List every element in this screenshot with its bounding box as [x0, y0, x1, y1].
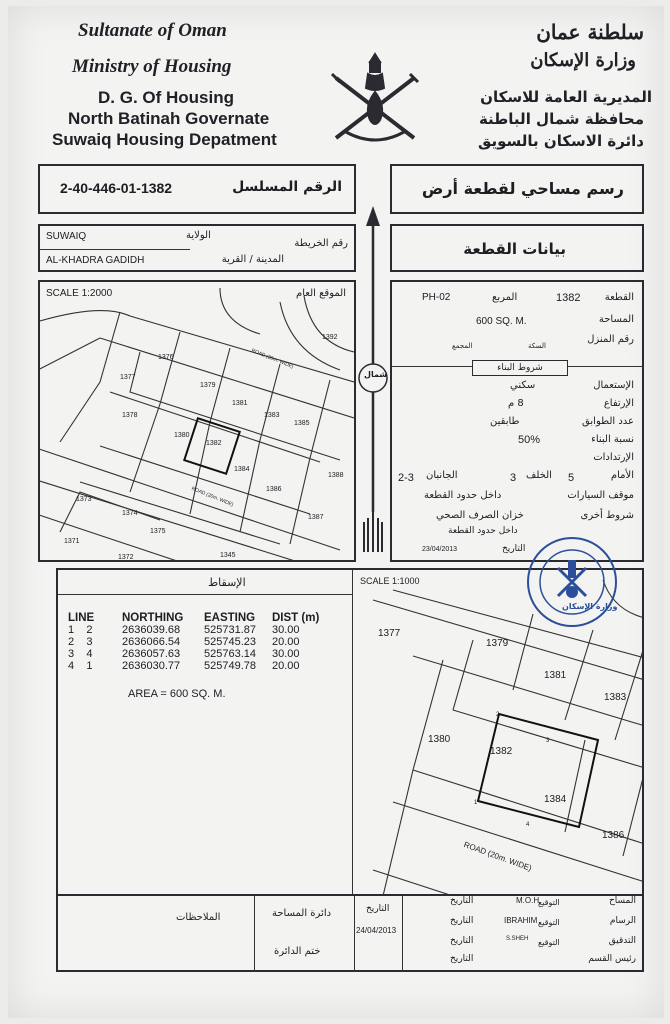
head-label: رئيس القسم	[588, 954, 636, 964]
checker-name: S.SHEH	[506, 936, 529, 942]
table-row	[68, 636, 323, 648]
serial-number: 2-40-446-01-1382	[60, 180, 173, 196]
col-northing: NORTHING	[122, 612, 184, 624]
dist-cell: 30.00	[272, 648, 300, 660]
notes-label: الملاحظات	[176, 912, 221, 923]
date-label: التاريخ	[450, 916, 474, 926]
plot-label: 1381	[232, 400, 248, 407]
parking-label: موقف السيارات	[567, 490, 634, 501]
corner-label: 2	[496, 712, 500, 718]
road-label-small: ROAD (20m. WIDE)	[250, 347, 295, 371]
other-value: خزان الصرف الصحي	[436, 510, 524, 521]
header-sultanate: Sultanate of Oman	[78, 20, 227, 41]
village-value: AL-KHADRA GADIDH	[46, 255, 145, 266]
header-ar-dg: المديرية العامة للاسكان	[480, 88, 652, 106]
surveyor-name: M.O.H	[516, 896, 540, 905]
col-easting: EASTING	[204, 612, 256, 624]
village-label: المدينة / القرية	[221, 254, 284, 265]
plot-label: 1388	[328, 472, 344, 479]
sides-value: 2-3	[398, 472, 414, 484]
date-label: التاريخ	[450, 896, 474, 906]
table-row	[68, 648, 323, 660]
plot-label: 1386	[602, 830, 625, 841]
parking-value: داخل حدود القطعة	[424, 490, 502, 501]
plot-label: 1375	[150, 528, 166, 535]
plot-label: 1376	[158, 354, 174, 361]
complex-label: المجمع	[452, 342, 473, 350]
header-dg: D. G. Of Housing	[98, 88, 234, 107]
line-from: 4	[68, 660, 75, 672]
easting-cell: 525749.78	[204, 660, 256, 672]
area-summary: AREA = 600 SQ. M.	[128, 688, 226, 700]
northing-cell: 2636030.77	[122, 660, 181, 672]
title-box	[390, 164, 644, 214]
easting-cell: 525731.87	[204, 624, 256, 636]
use-label: الإستعمال	[593, 380, 634, 391]
footer-date-label: التاريخ	[366, 904, 390, 914]
plot-label: 1382	[206, 440, 222, 447]
building-conditions: شروط البناء	[472, 360, 568, 376]
floors-value: طابقين	[490, 416, 520, 427]
line-from: 2	[68, 636, 75, 648]
ministry-seal-icon	[524, 534, 620, 630]
line-from: 1	[68, 624, 75, 636]
road-label-small: ROAD (20m. WIDE)	[190, 485, 235, 509]
road-label: ROAD (20m. WIDE)	[462, 840, 533, 873]
back-value: 3	[510, 472, 517, 484]
floors-label: عدد الطوابق	[582, 416, 634, 427]
plot-number-label: القطعة	[604, 292, 634, 303]
area-value: 600 SQ. M.	[476, 316, 527, 327]
detail-scale: SCALE 1:1000	[360, 576, 420, 586]
dist-cell: 20.00	[272, 660, 300, 672]
plot-label: 1387	[308, 514, 324, 521]
plot-label: 1377	[120, 374, 136, 381]
surveyor-label: المساح	[608, 896, 636, 906]
line-to: 1	[86, 660, 93, 672]
survey-dept-label: دائرة المساحة	[272, 908, 332, 919]
coordinates-table	[68, 612, 323, 672]
dist-cell: 20.00	[272, 636, 300, 648]
map-number-label: رقم الخريطة	[294, 238, 348, 249]
checker-label: التدقيق	[608, 936, 636, 946]
plot-number: 1382	[556, 292, 581, 304]
line-to: 3	[86, 636, 93, 648]
northing-cell: 2636039.68	[122, 624, 181, 636]
general-site-box	[38, 280, 356, 562]
plot-label: 1385	[294, 420, 310, 427]
table-row	[68, 624, 323, 636]
plot-label: 1371	[64, 538, 80, 545]
location-box	[38, 224, 356, 272]
header-ministry: Ministry of Housing	[72, 56, 232, 77]
line-to: 2	[86, 624, 93, 636]
setbacks-label: الإرتدادات	[593, 452, 634, 463]
plot-label: 1383	[604, 692, 627, 703]
plot-label: 1379	[200, 382, 216, 389]
oman-emblem-icon	[326, 48, 424, 152]
line-from: 3	[68, 648, 75, 660]
sides-label: الجانبان	[426, 470, 458, 481]
easting-cell: 525745.23	[204, 636, 256, 648]
area-label: المساحة	[598, 314, 634, 325]
projection-label: الإسقاط	[208, 576, 246, 589]
use-value: سكني	[510, 380, 536, 391]
plot-date-label: التاريخ	[502, 544, 526, 554]
northing-cell: 2636057.63	[122, 648, 181, 660]
corner-label: 1	[474, 800, 478, 806]
block-label: المربع	[492, 292, 518, 303]
signature-label: التوقيع	[538, 898, 560, 907]
header-department: Suwaiq Housing Depatment	[52, 130, 277, 149]
plot-details-box	[390, 280, 644, 562]
header-ar-sultanate: سلطنة عمان	[536, 20, 644, 44]
ratio-value: 50%	[518, 434, 541, 446]
plot-label: 1378	[122, 412, 138, 419]
plot-label: 1386	[266, 486, 282, 493]
col-dist: DIST (m)	[272, 612, 320, 624]
col-line: LINE	[68, 612, 95, 624]
footer-date: 24/04/2013	[356, 926, 397, 935]
easting-cell: 525763.14	[204, 648, 256, 660]
north-arrow-icon	[356, 202, 390, 556]
back-label: الخلف	[526, 470, 552, 481]
plot-label: 1384	[234, 466, 250, 473]
plot-label: 1373	[76, 496, 92, 503]
plot-label: 1372	[118, 554, 134, 561]
front-value: 5	[568, 472, 575, 484]
height-value: 8 م	[508, 398, 524, 409]
site-scale: SCALE 1:2000	[46, 288, 113, 299]
plot-data-heading-box	[390, 224, 644, 272]
date-label: التاريخ	[450, 936, 474, 946]
house-number-label: رقم المنزل	[587, 334, 634, 345]
plot-certificate-sheet	[8, 6, 664, 1018]
site-label: الموقع العام	[296, 288, 346, 299]
block-value: PH-02	[422, 292, 451, 303]
plot-label: 1377	[378, 628, 401, 639]
plot-label: 1345	[220, 552, 236, 559]
height-label: الإرتفاع	[603, 398, 634, 409]
plot-label: 1384	[544, 794, 567, 805]
drafter-name: IBRAHIM	[504, 916, 538, 925]
plot-label: 1383	[264, 412, 280, 419]
serial-box	[38, 164, 356, 214]
plot-date: 23/04/2013	[422, 546, 458, 553]
ratio-label: نسبة البناء	[591, 434, 634, 445]
date-label: التاريخ	[450, 954, 474, 964]
stamp-label: ختم الدائرة	[274, 946, 321, 957]
document-title: رسم مساحي لقطعة أرض	[421, 179, 624, 198]
dist-cell: 30.00	[272, 624, 300, 636]
plot-label: 1380	[428, 734, 451, 745]
header-ar-department: دائرة الاسكان بالسويق	[477, 132, 644, 150]
plot-label: 1381	[544, 670, 567, 681]
front-label: الأمام	[610, 470, 634, 481]
header-ar-governate: محافظة شمال الباطنة	[478, 110, 644, 128]
wilaya-value: SUWAIQ	[46, 231, 87, 242]
wilaya-label: الولاية	[186, 230, 211, 241]
footer-box	[56, 894, 644, 972]
serial-label: الرقم المسلسل	[232, 179, 342, 195]
north-label: شمال	[364, 370, 388, 379]
plot-data-heading: بيانات القطعة	[463, 240, 566, 258]
table-header	[68, 612, 323, 624]
corner-label: 4	[526, 822, 530, 828]
corner-label: 3	[546, 738, 550, 744]
plot-label: 1374	[122, 510, 138, 517]
signature-label: التوقيع	[538, 938, 560, 947]
drafter-label: الرسام	[609, 916, 636, 926]
selected-plot-label: 1382	[490, 746, 513, 757]
header-ar-ministry: وزارة الإسكان	[530, 50, 636, 71]
table-row	[68, 660, 323, 672]
seal-text: وزارة الإسكان	[562, 602, 618, 611]
northing-cell: 2636066.54	[122, 636, 181, 648]
other-value-2: داخل حدود القطعة	[448, 526, 518, 536]
plot-label: 1392	[322, 334, 338, 341]
plot-label: 1379	[486, 638, 509, 649]
header-governate: North Batinah Governate	[68, 109, 270, 128]
sikka-label: السكة	[528, 342, 546, 350]
line-to: 4	[86, 648, 93, 660]
signature-label: التوقيع	[538, 918, 560, 927]
plot-label: 1380	[174, 432, 190, 439]
other-conditions-label: شروط أخرى	[580, 510, 634, 521]
